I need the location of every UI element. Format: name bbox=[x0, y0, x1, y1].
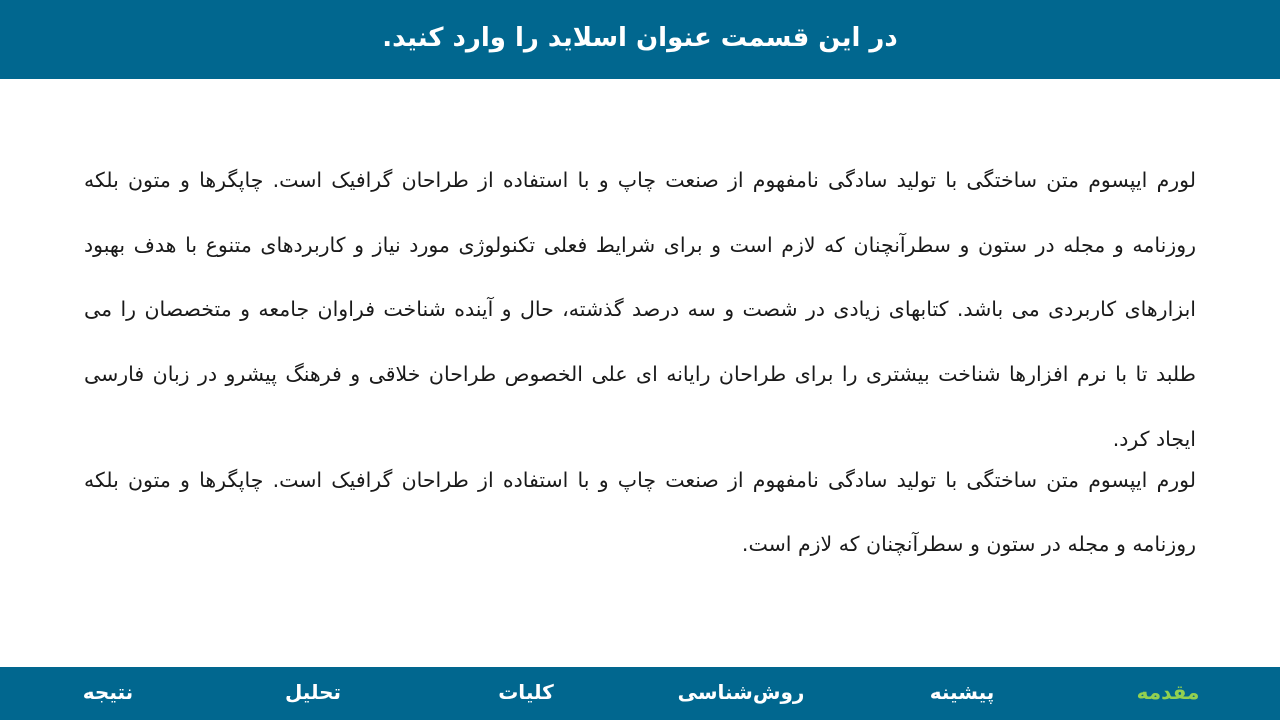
slide-title: در این قسمت عنوان اسلاید را وارد کنید. bbox=[382, 22, 898, 53]
footer-nav-bar bbox=[0, 667, 1280, 720]
body-paragraph-2: لورم ایپسوم متن ساختگی با تولید سادگی نامفهوم از صنعت چاپ و با استفاده از طراحان گرافیک است. چاپگرها و متون بلکه روزنامه و مجله در ستون و سطرآنچنان که لازم است. bbox=[84, 467, 1196, 557]
nav-item-introduction[interactable]: مقدمه bbox=[1136, 680, 1200, 704]
slide-header bbox=[0, 0, 1280, 79]
body-paragraph-1: لورم ایپسوم متن ساختگی با تولید سادگی نامفهوم از صنعت چاپ و با استفاده از طراحان گرافیک است. چاپگرها و متون بلکه روزنامه و مجله در ستون و سطرآنچنان که لازم است و برای شرایط فعلی تکنولوژی مورد نیاز و کاربردهای متنوع با هدف بهبود ابزارهای کاربردی می باشد. کتابهای زیادی در شصت و سه درصد گذشته، حال و آینده شناخت فراوان جامعه و متخصصان را می طلبد تا با نرم افزارها شناخت بیشتری را برای طراحان رایانه ای علی الخصوص طراحان خلاقی و فرهنگ پیشرو در زبان فارسی ایجاد کرد. bbox=[84, 168, 1196, 451]
nav-item-overview[interactable]: کلیات bbox=[498, 680, 554, 704]
nav-item-methodology[interactable]: روش‌شناسی bbox=[677, 680, 805, 704]
nav-item-conclusion[interactable]: نتیجه bbox=[82, 680, 134, 704]
nav-item-background[interactable]: پیشینه bbox=[929, 680, 995, 704]
nav-item-analysis[interactable]: تحلیل bbox=[284, 680, 342, 704]
slide-body bbox=[84, 148, 1196, 577]
